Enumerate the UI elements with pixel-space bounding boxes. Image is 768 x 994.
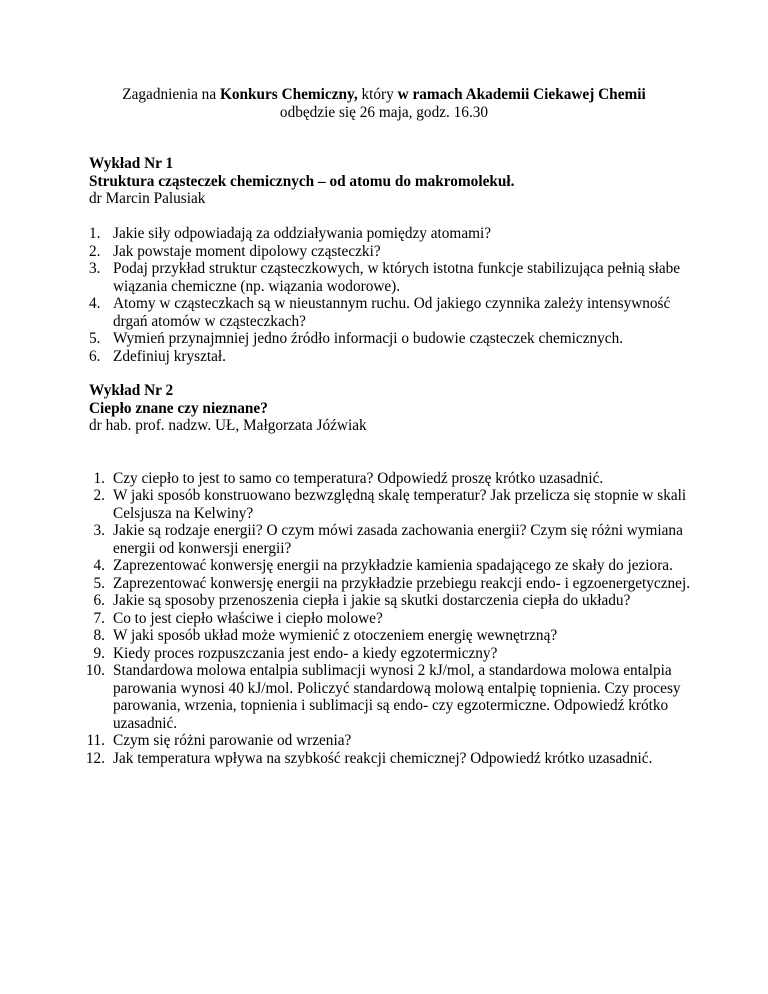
header-line-1: Zagadnienia na Konkurs Chemiczny, który w ramach Akademii Ciekawej Chemii xyxy=(122,86,646,103)
lecture-2-section xyxy=(85,382,699,767)
list-item: 2. Jak powstaje moment dipolowy cząsteczki? xyxy=(89,242,381,260)
lecture-1-lecturer: dr Marcin Palusiak xyxy=(89,190,206,207)
list-item: 6. Jakie są sposoby przenoszenia ciepła i jakie są skutki dostarczenia ciepła do układu? xyxy=(93,592,631,609)
lecture-2-lecturer: dr hab. prof. nadzw. UŁ, Małgorzata Jóźwiak xyxy=(89,417,367,434)
list-item: 6. Zdefiniuj kryształ. xyxy=(89,347,226,365)
list-item: 3. Podaj przykład struktur cząsteczkowych, w których istotna funkcje stabilizująca pełnią słabe wiązania chemiczne (np. wiązania wodorowe). xyxy=(89,260,681,295)
list-item: 11. Czym się różni parowanie od wrzenia? xyxy=(86,732,352,749)
list-item: 12. Jak temperatura wpływa na szybkość reakcji chemicznej? Odpowiedź krótko uzasadnić. xyxy=(85,749,653,767)
header-line-2: odbędzie się 26 maja, godz. 16.30 xyxy=(279,103,489,121)
list-item: 10. Standardowa molowa entalpia sublimacji wynosi 2 kJ/mol, a standardowa molowa entalpia parowania wynosi 40 kJ/mol. Policzyć standardową molową entalpię topnienia. Czy procesy parowania, wrzenia, topnienia i sublimacji są endo- czy egzotermiczne. Odpowiedź krótko uzasadnić. xyxy=(85,662,681,732)
lecture-1-heading: Wykład Nr 1 xyxy=(89,155,174,172)
list-item: 4. Zaprezentować konwersję energii na przykładzie kamienia spadającego ze skały do jeziora. xyxy=(93,557,673,574)
lecture-2-title: Ciepło znane czy nieznane? xyxy=(89,399,268,417)
list-item: 8. W jaki sposób układ może wymienić z otoczeniem energię wewnętrzną? xyxy=(93,627,558,644)
list-item: 2. W jaki sposób konstruowano bezwzględną skalę temperatur? Jak przelicza się stopnie w skali Celsjusza na Kelwiny? xyxy=(93,487,687,522)
list-item: 5. Zaprezentować konwersję energii na przykładzie przebiegu reakcji endo- i egzoenergetycznej. xyxy=(93,574,691,592)
list-item: 3. Jakie są rodzaje energii? O czym mówi zasada zachowania energii? Czym się różni wymiana energii od konwersji energii? xyxy=(93,522,683,557)
list-item: 7. Co to jest ciepło właściwe i ciepło molowe? xyxy=(93,609,383,627)
lecture-1-title: Struktura cząsteczek chemicznych – od atomu do makromolekuł. xyxy=(89,172,515,190)
lecture-2-heading: Wykład Nr 2 xyxy=(89,382,174,399)
lecture-1-questions xyxy=(89,225,699,365)
list-item: 9. Kiedy proces rozpuszczania jest endo- a kiedy egzotermiczny? xyxy=(93,644,498,662)
lecture-2-questions xyxy=(85,469,699,768)
list-item: 1. Czy ciepło to jest to samo co temperatura? Odpowiedź proszę krótko uzasadnić. xyxy=(93,469,604,487)
lecture-1-section xyxy=(89,155,699,365)
list-item: 4. Atomy w cząsteczkach są w nieustannym ruchu. Od jakiego czynnika zależy intensywność drgań atomów w cząsteczkach? xyxy=(89,295,671,330)
list-item: 5. Wymień przynajmniej jedno źródło informacji o budowie cząsteczek chemicznych. xyxy=(89,330,624,347)
list-item: 1. Jakie siły odpowiadają za oddziaływania pomiędzy atomami? xyxy=(89,225,492,242)
document-header xyxy=(0,86,768,121)
